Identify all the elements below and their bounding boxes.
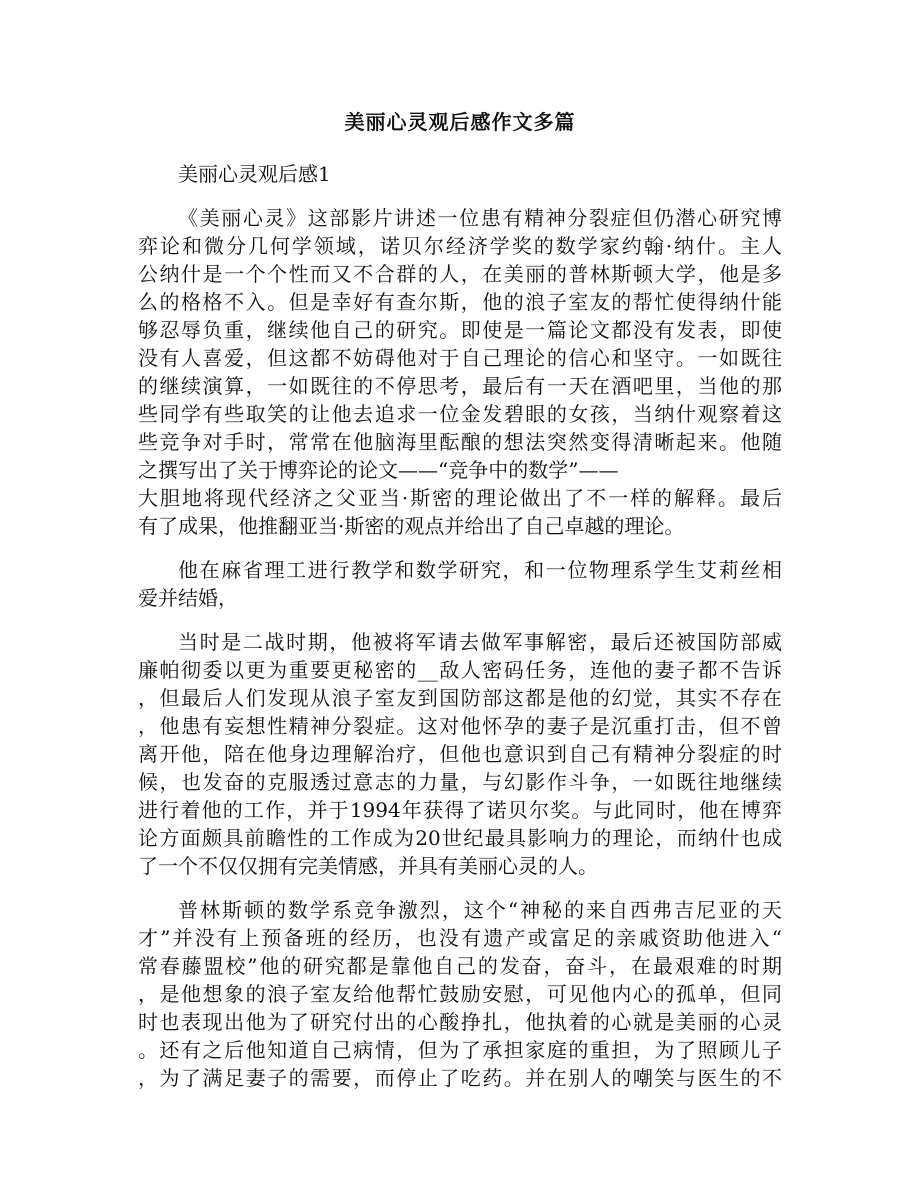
paragraph-1	[138, 204, 782, 540]
paragraph-line: 够忍辱负重，继续他自己的研究。即使是一篇论文都没有发表，即使	[138, 318, 782, 342]
paragraph-line: ，但最后人们发现从浪子室友到国防部这都是他的幻觉，其实不存在	[138, 686, 782, 710]
paragraph-line: 些竞争对手时，常常在他脑海里酝酿的想法突然变得清晰起来。他随	[138, 430, 782, 454]
paragraph-line: 了一个不仅仅拥有完美情感，并具有美丽心灵的人。	[138, 854, 598, 878]
paragraph-line: 么的格格不入。但是幸好有查尔斯，他的浪子室友的帮忙使得纳什能	[138, 290, 782, 314]
paragraph-line: 论方面颇具前瞻性的工作成为20世纪最具影响力的理论，而纳什也成	[138, 826, 782, 850]
paragraph-line: 才”并没有上预备班的经历，也没有遗产或富足的亲戚资助他进入“	[138, 926, 782, 950]
paragraph-line: ，是他想象的浪子室友给他帮忙鼓励安慰，可见他内心的孤单，但同	[138, 982, 782, 1006]
paragraph-line: 爱并结婚，	[138, 586, 238, 610]
paragraph-line: 他在麻省理工进行教学和数学研究，和一位物理系学生艾莉丝相	[178, 558, 782, 582]
paragraph-line: ，为了满足妻子的需要，而停止了吃药。并在别人的嘲笑与医生的不	[138, 1066, 782, 1090]
paragraph-3	[138, 628, 782, 880]
paragraph-line: 公纳什是一个个性而又不合群的人，在美丽的普林斯顿大学，他是多	[138, 262, 782, 286]
document-body	[138, 160, 782, 1108]
paragraph-line: 些同学有些取笑的让他去追求一位金发碧眼的女孩，当纳什观察着这	[138, 402, 782, 426]
paragraph-line: 普林斯顿的数学系竞争激烈，这个“神秘的来自西弗吉尼亚的天	[178, 898, 782, 922]
paragraph-line: 《美丽心灵》这部影片讲述一位患有精神分裂症但仍潜心研究博	[178, 206, 782, 230]
section-heading: 美丽心灵观后感1	[178, 162, 331, 186]
document-title: 美丽心灵观后感作文多篇	[344, 110, 576, 134]
paragraph-line: 进行着他的工作，并于1994年获得了诺贝尔奖。与此同时，他在博弈	[138, 798, 782, 822]
paragraph-line: ，他患有妄想性精神分裂症。这对他怀孕的妻子是沉重打击，但不曾	[138, 714, 782, 738]
paragraph-line: 有了成果，他推翻亚当·斯密的观点并给出了自己卓越的理论。	[138, 514, 685, 538]
paragraph-line: 时也表现出他为了研究付出的心酸挣扎，他执着的心就是美丽的心灵	[138, 1010, 782, 1034]
paragraph-line: 廉帕彻委以更为重要更秘密的__敌人密码任务，连他的妻子都不告诉	[138, 658, 782, 682]
paragraph-line: 大胆地将现代经济之父亚当·斯密的理论做出了不一样的解释。最后	[138, 486, 782, 510]
paragraph-line: 当时是二战时期，他被将军请去做军事解密，最后还被国防部威	[178, 630, 782, 654]
paragraph-4	[138, 896, 782, 1092]
paragraph-line: 。还有之后他知道自己病情，但为了承担家庭的重担，为了照顾儿子	[138, 1038, 782, 1062]
paragraph-line: 候，也发奋的克服透过意志的力量，与幻影作斗争，一如既往地继续	[138, 770, 782, 794]
paragraph-line: 的继续演算，一如既往的不停思考，最后有一天在酒吧里，当他的那	[138, 374, 782, 398]
paragraph-line: 之撰写出了关于博弈论的论文——“竞争中的数学”——	[138, 458, 619, 482]
paragraph-2	[138, 556, 782, 612]
paragraph-line: 弈论和微分几何学领域，诺贝尔经济学奖的数学家约翰·纳什。主人	[138, 234, 782, 258]
paragraph-line: 离开他，陪在他身边理解治疗，但他也意识到自己有精神分裂症的时	[138, 742, 782, 766]
paragraph-line: 常春藤盟校”他的研究都是靠他自己的发奋，奋斗，在最艰难的时期	[138, 954, 782, 978]
paragraph-line: 没有人喜爱，但这都不妨碍他对于自己理论的信心和坚守。一如既往	[138, 346, 782, 370]
